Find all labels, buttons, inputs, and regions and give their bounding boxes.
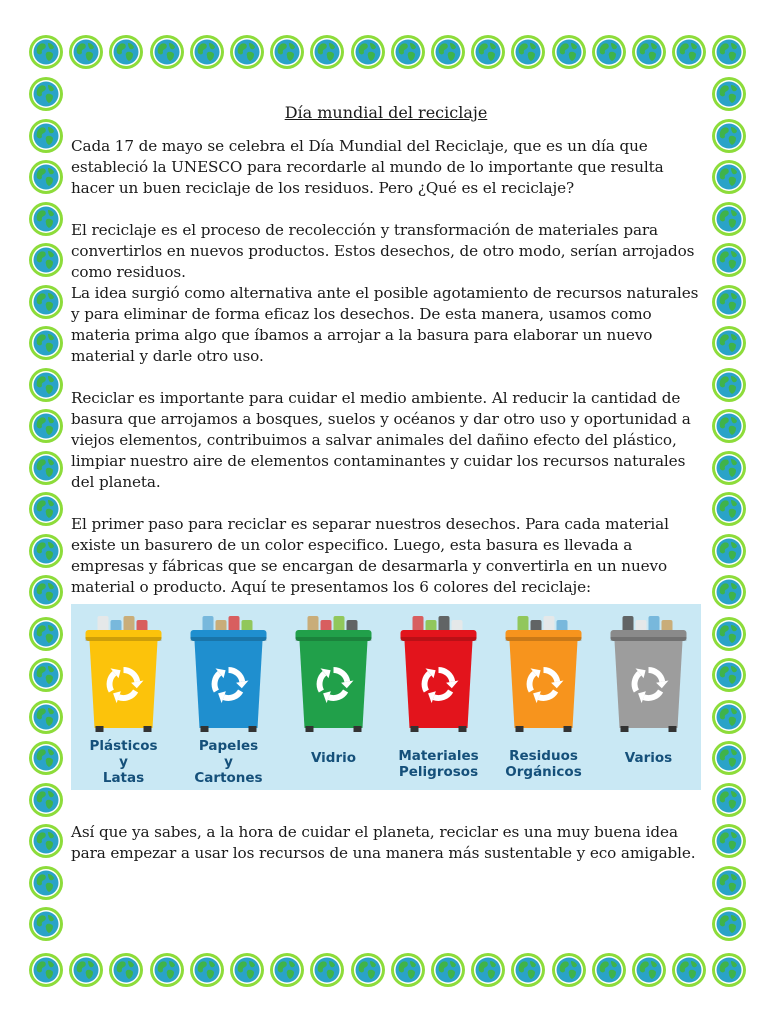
recycle-bin [86,616,162,732]
globe-icon [711,952,747,988]
globe-icon [28,76,64,112]
globe-icon [28,865,64,901]
globe-icon [711,201,747,237]
bin-wheel [96,726,104,732]
bin-wheel [144,726,152,732]
globe-icon [551,952,587,988]
globe-icon [711,450,747,486]
globe-icon [28,823,64,859]
globe-icon [68,34,104,70]
bin-wheel [354,726,362,732]
globe-icon [149,34,185,70]
globe-icon [309,952,345,988]
bin-wheel [306,726,314,732]
recycle-bin [506,616,582,732]
bin-label: Cartones [194,770,263,786]
globe-icon [28,34,64,70]
globe-icon [28,450,64,486]
globe-icon [28,242,64,278]
bin-lid-shadow [506,637,582,641]
globe-icon [189,34,225,70]
globe-icon [711,906,747,942]
globe-icon [711,76,747,112]
globe-icon [28,201,64,237]
bin-body [195,641,263,728]
globe-icon [711,284,747,320]
globe-icon [711,699,747,735]
paragraph-definition: El reciclaje es el proceso de recolección y transformación de materiales para convertirlos en nuevos productos. Estos desechos, de otro modo, serían arrojados como residuos. [71,221,695,281]
globe-icon [350,34,386,70]
bin-label: Papeles [198,738,259,754]
globe-icon [430,34,466,70]
bin-wheel [411,726,419,732]
globe-icon [671,34,707,70]
bin-label: Materiales [398,748,479,764]
globe-icon [470,34,506,70]
paragraph-intro: Cada 17 de mayo se celebra el Día Mundial del Reciclaje, que es un día que estableció la UNESCO para recordarle al mundo de lo importante que resulta hacer un buen reciclaje de los residuos. Pero ¿Qué es el reciclaje? [71,137,664,197]
globe-icon [28,491,64,527]
globe-icon [711,34,747,70]
bin-wheel [201,726,209,732]
globe-icon [671,952,707,988]
globe-icon [28,367,64,403]
recycling-bins-graphic [71,604,701,790]
globe-icon [430,952,466,988]
globe-icon [189,952,225,988]
globe-icon [591,34,627,70]
globe-icon [711,657,747,693]
bin-label: y [224,754,233,770]
globe-icon [551,34,587,70]
globe-icon [28,159,64,195]
globe-icon [269,34,305,70]
globe-icon [591,952,627,988]
globe-icon [631,34,667,70]
bin-body [90,641,158,728]
globe-icon [470,952,506,988]
globe-icon [711,408,747,444]
globe-icon [390,952,426,988]
globe-icon [711,159,747,195]
globe-icon [711,740,747,776]
globe-icon [390,34,426,70]
globe-icon [28,325,64,361]
bin-wheel [669,726,677,732]
globe-icon [711,367,747,403]
bin-lid-shadow [191,637,267,641]
globe-icon [28,952,64,988]
page-title: Día mundial del reciclaje [284,103,488,122]
bin-lid-shadow [611,637,687,641]
recycle-bin [191,616,267,732]
globe-icon [510,34,546,70]
paragraph-closing: Así que ya sabes, a la hora de cuidar el planeta, reciclar es una muy buena idea para empezar a usar los recursos de una manera más sustentable y eco amigable. [71,823,696,862]
paragraph-origin: La idea surgió como alternativa ante el posible agotamiento de recursos naturales y para eliminar de forma eficaz los desechos. De esta manera, usamos como materia prima algo que íbamos a arrojar a la basura para elaborar un nuevo material y darle otro uso. [71,284,699,365]
bin-label: Orgánicos [505,764,582,780]
globe-icon [711,491,747,527]
globe-icon [28,574,64,610]
bin-label: Vidrio [310,750,357,766]
bin-label: Latas [102,770,145,786]
globe-icon [711,325,747,361]
globe-icon [108,952,144,988]
bin-label: y [119,754,128,770]
globe-icon [28,782,64,818]
document-body [71,102,701,598]
globe-icon [711,823,747,859]
recycling-bins-illustration [71,604,701,790]
recycle-bin [401,616,477,732]
closing-section [71,822,701,864]
globe-icon [28,906,64,942]
globe-icon [108,34,144,70]
bin-lid-shadow [296,637,372,641]
globe-icon [28,616,64,652]
globe-icon [28,699,64,735]
paragraph-importance: Reciclar es importante para cuidar el medio ambiente. Al reducir la cantidad de basura que arrojamos a bosques, suelos y océanos y dar otro uso y oportunidad a viejos elementos, contribuimos a salvar animales del dañino efecto del plástico, limpiar nuestro aire de elementos contaminantes y cuidar los recursos naturales del planeta. [71,389,691,491]
globe-icon [28,284,64,320]
globe-icon [711,118,747,154]
bin-wheel [516,726,524,732]
bin-label: Varios [624,750,673,766]
bin-wheel [621,726,629,732]
globe-icon [711,616,747,652]
bin-body [405,641,473,728]
globe-icon [28,408,64,444]
bin-label: Plásticos [89,738,158,754]
bin-body [615,641,683,728]
globe-icon [149,952,185,988]
globe-icon [229,952,265,988]
recycle-bin [611,616,687,732]
globe-icon [510,952,546,988]
bin-wheel [459,726,467,732]
globe-icon [28,657,64,693]
bin-body [510,641,578,728]
globe-icon [711,574,747,610]
globe-icon [269,952,305,988]
bin-wheel [249,726,257,732]
globe-icon [711,533,747,569]
globe-icon [28,533,64,569]
bin-body [300,641,368,728]
bin-wheel [564,726,572,732]
globe-icon [68,952,104,988]
bin-lid-shadow [86,637,162,641]
globe-icon [28,118,64,154]
globe-icon [711,782,747,818]
globe-icon [711,865,747,901]
globe-icon [711,242,747,278]
globe-icon [28,740,64,776]
bin-label: Peligrosos [398,764,479,780]
recycle-bin [296,616,372,732]
bin-lid-shadow [401,637,477,641]
paragraph-first-step: El primer paso para reciclar es separar nuestros desechos. Para cada material existe un basurero de un color especifico. Luego, esta basura es llevada a empresas y fábricas que se encargan de desarmarla y convertirla en un nuevo material o producto. Aquí te presentamos los 6 colores del reciclaje: [71,515,669,596]
globe-icon [229,34,265,70]
globe-icon [350,952,386,988]
globe-icon [631,952,667,988]
globe-icon [309,34,345,70]
bin-label: Residuos [509,748,578,764]
